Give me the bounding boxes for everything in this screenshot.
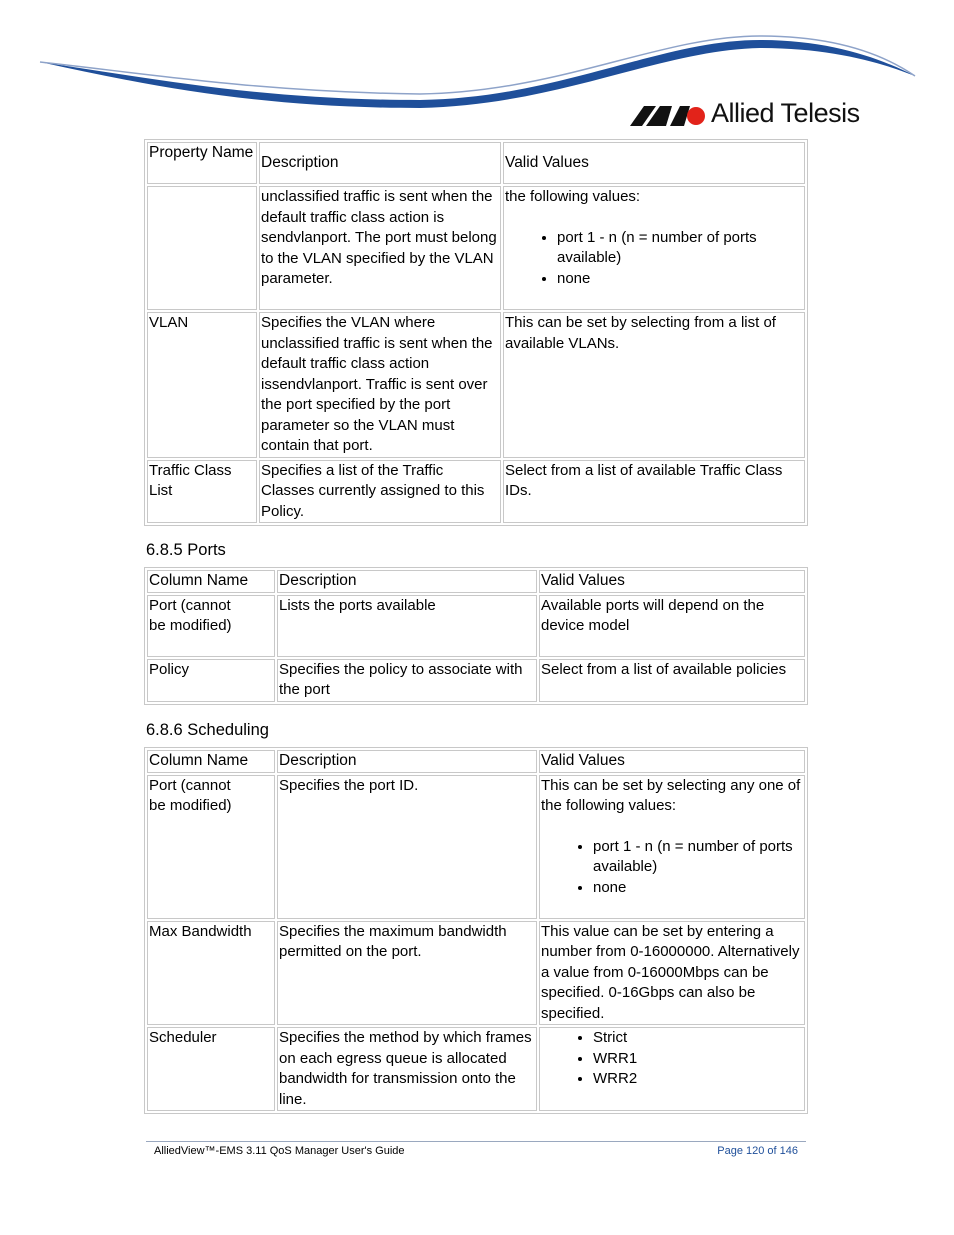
column-valid-values: Select from a list of available policies — [539, 659, 805, 702]
list-item: • WRR2 — [593, 1069, 803, 1090]
column-name: Max Bandwidth — [147, 921, 275, 1026]
table-row — [147, 460, 805, 524]
property-description: unclassified traffic is sent when the default traffic class action is sendvlanport. The port must belong to the VLAN specified by the VLAN parameter. — [259, 186, 501, 310]
property-valid-values — [503, 186, 805, 310]
footer-page-number: Page 120 of 146 — [717, 1145, 798, 1157]
column-name: Port (cannot be modified) — [147, 595, 275, 657]
header-cell: Description — [259, 142, 501, 184]
header-cell: Description — [277, 750, 537, 773]
column-name: Scheduler — [147, 1027, 275, 1111]
column-valid-values — [539, 1027, 805, 1111]
table-row — [147, 1027, 805, 1111]
header-cell: Property Name — [147, 142, 257, 184]
brand-name: Allied Telesis — [711, 98, 860, 128]
column-description: Lists the ports available — [277, 595, 537, 657]
table-row — [147, 921, 805, 1026]
footer-guide-title: AlliedView™-EMS 3.11 QoS Manager User's Guide — [154, 1145, 405, 1157]
list-item: • WRR1 — [593, 1049, 803, 1070]
header-cell: Valid Values — [539, 570, 805, 593]
valid-values-list — [505, 228, 803, 290]
section-title-scheduling: 6.8.6 Scheduling — [146, 721, 269, 739]
column-description: Specifies the port ID. — [277, 775, 537, 919]
header-cell: Valid Values — [539, 750, 805, 773]
column-name: Port (cannot be modified) — [147, 775, 275, 919]
table-header-row — [147, 750, 805, 773]
table-row — [147, 186, 805, 310]
table-row — [147, 775, 805, 919]
column-valid-values — [539, 775, 805, 919]
table-header-row — [147, 570, 805, 593]
list-item: • none — [593, 878, 803, 899]
property-valid-values: This can be set by selecting from a list of available VLANs. — [503, 312, 805, 458]
list-item: • Strict — [593, 1028, 803, 1049]
header-cell: Description — [277, 570, 537, 593]
column-description: Specifies the method by which frames on each egress queue is allocated bandwidth for transmission onto the line. — [277, 1027, 537, 1111]
property-description: Specifies a list of the Traffic Classes currently assigned to this Policy. — [259, 460, 501, 524]
column-valid-values: Available ports will depend on the device model — [539, 595, 805, 657]
footer-divider — [146, 1141, 806, 1142]
property-description: Specifies the VLAN where unclassified traffic is sent when the default traffic class action issendvlanport. Traffic is sent over the port specified by the port parameter so the VLAN must contain that port. — [259, 312, 501, 458]
header-cell: Column Name — [147, 750, 275, 773]
column-description: Specifies the maximum bandwidth permitted on the port. — [277, 921, 537, 1026]
property-valid-values: Select from a list of available Traffic Class IDs. — [503, 460, 805, 524]
table-row — [147, 595, 805, 657]
table-header-row — [147, 142, 805, 184]
list-item: • port 1 - n (n = number of ports available) — [593, 837, 803, 878]
table-row — [147, 312, 805, 458]
valid-intro: This can be set by selecting any one of the following values: — [541, 776, 801, 814]
property-table — [144, 139, 808, 526]
header-cell: Column Name — [147, 570, 275, 593]
list-item: • port 1 - n (n = number of ports available) — [557, 228, 803, 269]
scheduling-table — [144, 747, 808, 1114]
property-name — [147, 186, 257, 310]
list-item: • none — [557, 269, 803, 290]
property-name: Traffic Class List — [147, 460, 257, 524]
column-name: Policy — [147, 659, 275, 702]
section-title-ports: 6.8.5 Ports — [146, 541, 226, 559]
valid-values-list — [541, 837, 803, 899]
header-cell: Valid Values — [503, 142, 805, 184]
table-row — [147, 659, 805, 702]
valid-intro: the following values: — [505, 188, 641, 205]
ports-table — [144, 567, 808, 705]
column-description: Specifies the policy to associate with the port — [277, 659, 537, 702]
property-name: VLAN — [147, 312, 257, 458]
valid-values-list — [541, 1028, 803, 1090]
column-valid-values: This value can be set by entering a number from 0-16000000. Alternatively a value from 0-16000Mbps can be specified. 0-16Gbps can also be specified. — [539, 921, 805, 1026]
